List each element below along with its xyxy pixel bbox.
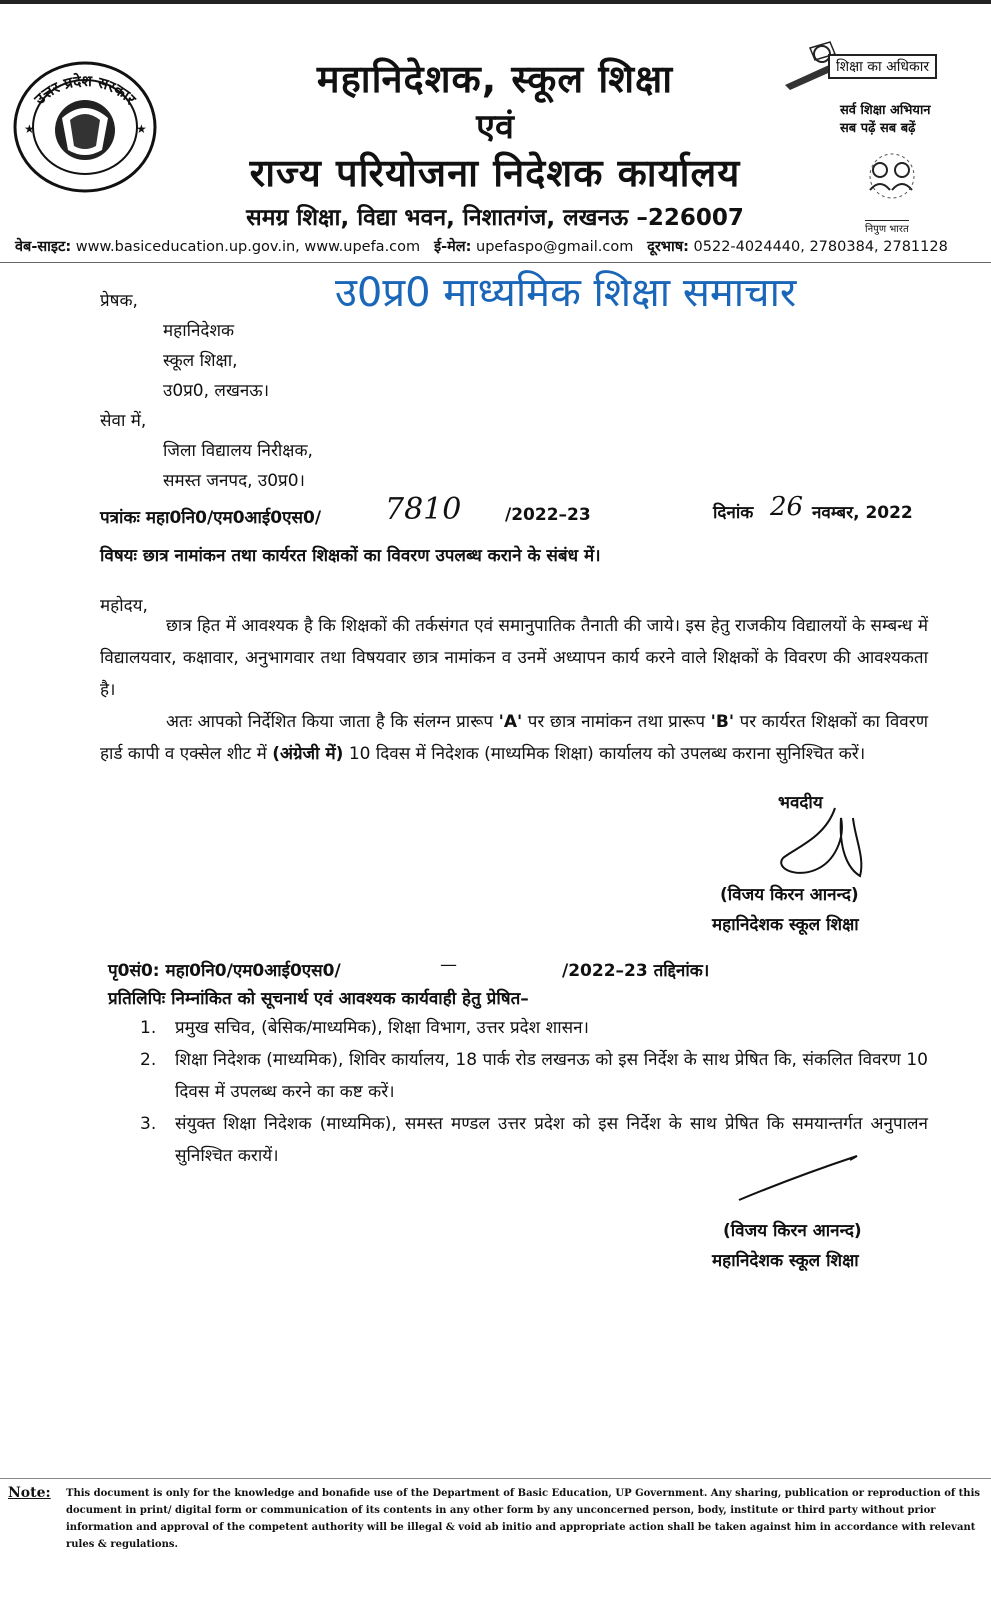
sender-label: प्रेषक, bbox=[100, 291, 138, 311]
english-emphasis: (अंग्रेजी में) bbox=[272, 744, 344, 764]
svg-text:★: ★ bbox=[136, 122, 147, 136]
endorsement-prefix: पृ0सं0: महा0नि0/एम0आई0एस0/ bbox=[108, 961, 341, 981]
ref-prefix: पत्रांकः महा0नि0/एम0आई0एस0/ bbox=[100, 508, 322, 528]
svg-text:★: ★ bbox=[24, 122, 35, 136]
subject-line: विषयः छात्र नामांकन तथा कार्यरत शिक्षकों का विवरण उपलब्ध कराने के संबंध में। bbox=[100, 546, 601, 566]
web-value: www.basiceducation.up.gov.in, www.upefa.com bbox=[75, 239, 421, 255]
date-day: 26 bbox=[770, 492, 804, 522]
para2-part-2: पर छात्र नामांकन तथा प्रारूप bbox=[522, 712, 711, 732]
signatory-2-name: (विजय किरन आनन्द) bbox=[723, 1221, 862, 1241]
para2-part-4: 10 दिवस में निदेशक (माध्यमिक शिक्षा) कार्यालय को उपलब्ध कराना सुनिश्चित करें। bbox=[343, 744, 866, 764]
body-paragraph-1: छात्र हित में आवश्यक है कि शिक्षकों की तर्कसंगत एवं समानुपातिक तैनाती की जाये। इस हेतु राजकीय विद्यालयों के सम्बन्ध में विद्यालयवार, कक्षावार, अनुभागवार तथा विषयवार छात्र नामांकन व उनमें अध्यापन कार्य करने वाले शिक्षकों के विवरण की आवश्यकता है। bbox=[100, 616, 928, 700]
signature-2 bbox=[735, 1150, 865, 1205]
format-b: 'B' bbox=[710, 712, 735, 732]
note-text: This document is only for the knowledge and bonafide use of the Department of Basic Education, UP Government. Any sharing, publication or reproduction of this document in print/ digital form or communication of its contents in any other form by any unconcerned person, body, institute or third party without prior information and approval of the competent authority will be illegal & void ab initio and appropriate action shall be taken against him in accordance with relevant rules & regulations. bbox=[66, 1488, 980, 1550]
phone-value: 0522-4024440, 2780384, 2781128 bbox=[693, 239, 948, 255]
recipient-line-1: जिला विद्यालय निरीक्षक, bbox=[163, 441, 313, 461]
list-item: 3. संयुक्त शिक्षा निदेशक (माध्यमिक), समस्त मण्डल उत्तर प्रदेश को इस निर्देश के साथ प्रेषित कि समयान्तर्गत अनुपालन सुनिश्चित करायें। bbox=[140, 1114, 928, 1166]
top-border bbox=[0, 0, 991, 4]
copy-to-line: प्रतिलिपिः निम्नांकित को सूचनार्थ एवं आवश्यक कार्यवाही हेतु प्रेषित– bbox=[108, 989, 529, 1009]
sender-line-1: महानिदेशक bbox=[163, 321, 235, 341]
para2-part-1: अतः आपको निर्देशित किया जाता है कि संलग्न प्रारूप bbox=[166, 712, 499, 732]
signatory-1-name: (विजय किरन आनन्द) bbox=[720, 885, 859, 905]
ref-year: /2022–23 bbox=[505, 505, 591, 525]
recipient-line-2: समस्त जनपद, उ0प्र0। bbox=[163, 471, 305, 491]
recipient-label: सेवा में, bbox=[100, 411, 147, 431]
nipun-bharat-icon bbox=[852, 146, 932, 206]
endorsement-dash: — bbox=[440, 955, 457, 975]
signature-1 bbox=[775, 798, 885, 888]
body-paragraph-2 bbox=[100, 706, 928, 770]
header-line-3: राज्य परियोजना निदेशक कार्यालय bbox=[249, 151, 741, 195]
phone-label: दूरभाष: bbox=[647, 239, 689, 255]
endorsement-suffix: /2022–23 तद्दिनांक। bbox=[562, 961, 710, 981]
nipun-bharat-label: निपुण भारत bbox=[865, 220, 909, 235]
note-label: Note: bbox=[8, 1485, 51, 1501]
contact-line bbox=[15, 236, 948, 256]
ssa-line-2: सब पढ़ें सब बढ़ें bbox=[840, 121, 916, 136]
format-a: 'A' bbox=[498, 712, 523, 732]
para2-part-3: पर कार्यरत शिक्षकों का विवरण हार्ड कापी व एक्सेल शीट में bbox=[100, 712, 929, 764]
closing: भवदीय bbox=[778, 793, 823, 813]
email-label: ई-मेल: bbox=[433, 239, 472, 255]
watermark-title: उ0प्र0 माध्यमिक शिक्षा समाचार bbox=[335, 270, 797, 316]
header-address: समग्र शिक्षा, विद्या भवन, निशातगंज, लखनऊ –226007 bbox=[246, 205, 744, 231]
email-value: upefaspo@gmail.com bbox=[476, 239, 634, 255]
footer-divider bbox=[0, 1478, 991, 1479]
up-government-seal bbox=[10, 58, 160, 196]
list-item: 1. प्रमुख सचिव, (बेसिक/माध्यमिक), शिक्षा विभाग, उत्तर प्रदेश शासन। bbox=[140, 1018, 589, 1038]
signatory-1-title: महानिदेशक स्कूल शिक्षा bbox=[712, 915, 859, 935]
sender-line-2: स्कूल शिक्षा, bbox=[163, 351, 238, 371]
ref-number: 7810 bbox=[385, 492, 462, 527]
header-line-1: महानिदेशक, स्कूल शिक्षा bbox=[316, 57, 674, 101]
date-label: दिनांक bbox=[713, 503, 754, 523]
ssa-line-1: सर्व शिक्षा अभियान bbox=[840, 103, 931, 118]
signatory-2-title: महानिदेशक स्कूल शिक्षा bbox=[712, 1251, 859, 1271]
list-item: 2. शिक्षा निदेशक (माध्यमिक), शिविर कार्यालय, 18 पार्क रोड लखनऊ को इस निर्देश के साथ प्रेषित कि, संकलित विवरण 10 दिवस में उपलब्ध करने का कष्ट करें। bbox=[140, 1050, 928, 1102]
salutation: महोदय, bbox=[100, 596, 148, 616]
right-to-education-tag: शिक्षा का अधिकार bbox=[828, 54, 937, 79]
copy-list bbox=[140, 1012, 928, 1172]
sender-line-3: उ0प्र0, लखनऊ। bbox=[163, 381, 270, 401]
web-label: वेब-साइट: bbox=[15, 239, 72, 255]
seal-text: उत्तर प्रदेश सरकार bbox=[30, 71, 140, 109]
date-rest: नवम्बर, 2022 bbox=[812, 503, 913, 523]
header-line-2: एवं bbox=[476, 107, 514, 147]
